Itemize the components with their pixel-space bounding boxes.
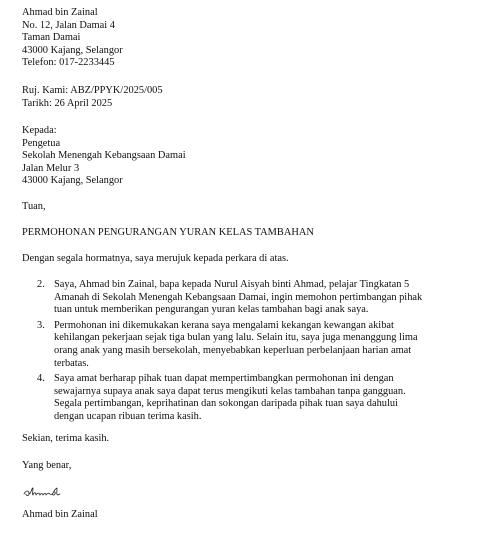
opening-paragraph: Dengan segala hormatnya, saya merujuk kepada perkara di atas. (22, 253, 289, 264)
paragraph-line: sewajarnya supaya anak saya dapat terus mengikuti kelas tambahan tanpa gangguan. (54, 385, 406, 397)
paragraph-3 (22, 320, 472, 370)
signer-name: Ahmad bin Zainal (22, 509, 98, 520)
recipient-school: Sekolah Menengah Kebangsaan Damai (22, 150, 186, 162)
recipient-city: 43000 Kajang, Selangor (22, 175, 123, 187)
sign-off: Yang benar, (22, 460, 72, 471)
salutation: Tuan, (22, 201, 46, 212)
paragraph-line: Permohonan ini dikemukakan kerana saya mengalami kekangan kewangan akibat (54, 319, 394, 331)
sender-phone: Telefon: 017-2233445 (22, 57, 115, 69)
paragraph-number: 2. (37, 279, 45, 290)
sender-address-line-3: 43000 Kajang, Selangor (22, 44, 123, 56)
paragraph-line: orang anak yang masih bersekolah, menyebabkan keperluan perbelanjaan harian amat (54, 344, 412, 356)
paragraph-line: Segala pertimbangan, keprihatinan dan sokongan daripada pihak tuan saya dahului (54, 398, 398, 410)
recipient-label: Kepada: (22, 125, 57, 136)
letter-date: Tarikh: 26 April 2025 (22, 97, 113, 109)
paragraph-number: 4. (37, 373, 45, 385)
recipient-street: Jalan Melur 3 (22, 162, 80, 174)
sender-address-line-1: No. 12, Jalan Damai 4 (22, 19, 115, 31)
paragraph-line: dengan ucapan ribuan terima kasih. (54, 410, 202, 422)
recipient-title: Pengetua (22, 137, 61, 149)
sender-name: Ahmad bin Zainal (22, 7, 98, 18)
paragraph-line: kehilangan pekerjaan sejak tiga bulan yang lalu. Selain itu, saya juga menanggung lima (54, 332, 418, 344)
paragraph-line: tuan untuk memberikan pengurangan yuran kelas tambahan bagi anak saya. (54, 304, 369, 316)
numbered-paragraphs (22, 279, 472, 424)
subject-heading: PERMOHONAN PENGURANGAN YURAN KELAS TAMBAHAN (22, 227, 314, 238)
handwritten-signature (22, 485, 62, 499)
sender-address (22, 7, 477, 70)
recipient-address (22, 125, 477, 188)
paragraph-number: 3. (37, 319, 45, 331)
paragraph-line: terbatas. (54, 357, 89, 369)
paragraph-4 (22, 373, 472, 423)
sender-address-line-2: Taman Damai (22, 32, 81, 44)
reference-number: Ruj. Kami: ABZ/PPYK/2025/005 (22, 85, 163, 96)
paragraph-2 (22, 279, 472, 317)
closing-line: Sekian, terima kasih. (22, 433, 110, 444)
paragraph-line: Amanah di Sekolah Menengah Kebangsaan Damai, ingin memohon pertimbangan pihak (54, 291, 423, 303)
paragraph-line: Saya, Ahmad bin Zainal, bapa kepada Nurul Aisyah binti Ahmad, pelajar Tingkatan 5 (54, 279, 410, 290)
paragraph-line: Saya amat berharap pihak tuan dapat mempertimbangkan permohonan ini dengan (54, 373, 394, 385)
reference-block (22, 85, 477, 110)
